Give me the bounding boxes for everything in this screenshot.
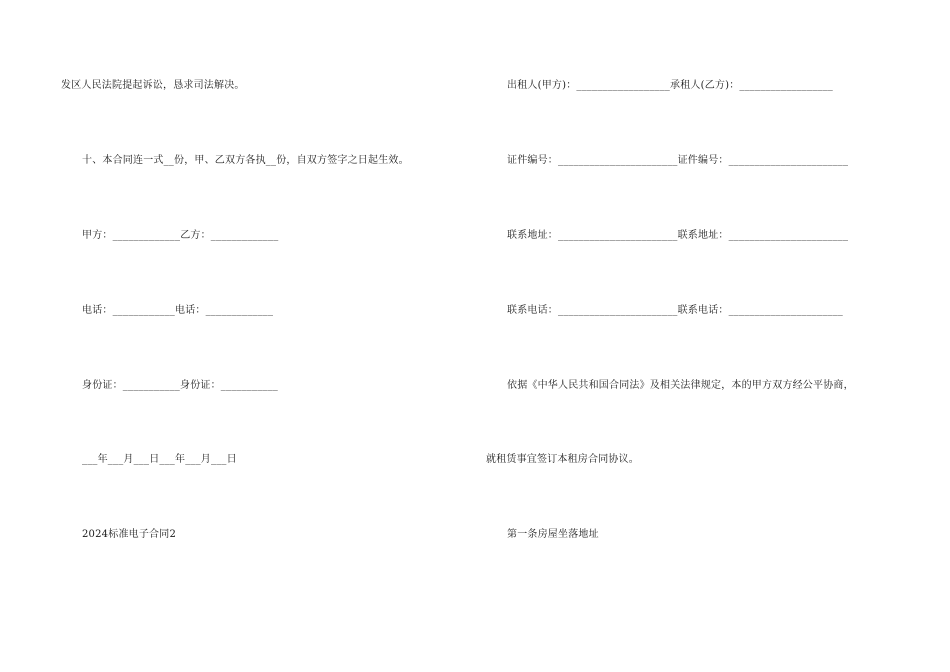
clause-litigation-text: 发区人民法院提起诉讼，恳求司法解决。 — [61, 80, 245, 91]
party-signature-line: 甲方：_____________乙方：_____________ — [82, 230, 279, 241]
party-phone-line: 电话：____________电话：_____________ — [82, 305, 274, 316]
party-id-line: 身份证：___________身份证：___________ — [82, 380, 278, 391]
id-number-line: 证件编号：_______________________证件编号：_______________________ — [507, 155, 849, 166]
clause-ten-effectiveness: 十、本合同连一式__份，甲、乙双方各执__份，自双方签字之日起生效。 — [82, 155, 409, 166]
contact-address-line: 联系地址：_______________________联系地址：_______________________ — [507, 230, 849, 241]
contact-phone-line: 联系电话：_______________________联系电话：______________________ — [507, 305, 843, 316]
signing-date-line: ___年___月___日___年___月___日 — [82, 454, 237, 465]
contract-title-heading: 2024标准电子合同2 — [82, 529, 177, 540]
article-one-heading: 第一条房屋坐落地址 — [507, 529, 599, 540]
lessor-lessee-line: 出租人(甲方)：__________________承租人(乙方)：__________________ — [507, 80, 834, 91]
preamble-text-continued: 就租赁事宜签订本租房合同协议。 — [486, 454, 639, 465]
preamble-text: 依据《中华人民共和国合同法》及相关法律规定，本的甲方双方经公平协商， — [507, 380, 854, 391]
